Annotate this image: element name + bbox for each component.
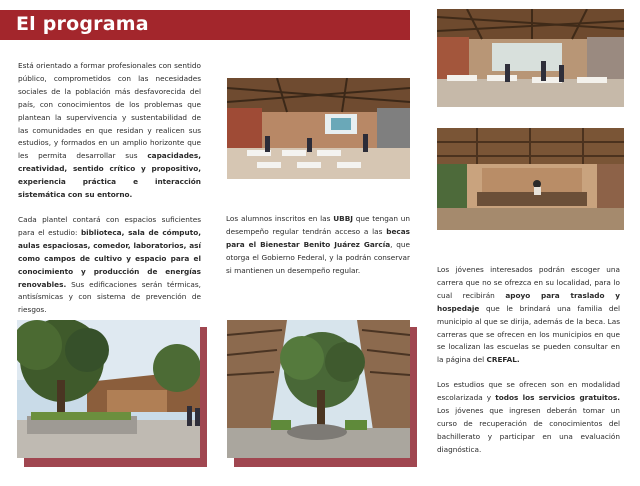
- intro-bold-text: capacidades, creatividad, sentido crítico y propositivo, experiencia práctica e interacción sistemática con su entorno.: [18, 151, 201, 200]
- intro-column: [18, 60, 201, 329]
- lecture-hall-render-photo: [227, 78, 410, 179]
- careers-column: [437, 264, 620, 469]
- careers-text-mid: que le brindará una familia del municipio al que se dirija, además de la beca. Las carreras que se ofrecen en los municipios en que se localizan las escuelas se pueden consultar en la página del: [437, 303, 620, 365]
- classroom-render-photo: [437, 9, 624, 107]
- modality-text-end: Los jóvenes que ingresen deberán tomar un curso de recuperación de conocimientos del bachillerato y participar en una evaluación diagnóstica.: [437, 406, 620, 454]
- modality-paragraph: [437, 379, 620, 456]
- free-services-bold: todos los servicios gratuitos.: [495, 393, 620, 403]
- crefal-bold: CREFAL.: [486, 355, 520, 365]
- facilities-paragraph: [18, 214, 201, 317]
- facilities-text-end: Sus edificaciones serán térmicas, antisísmicas y con sistema de prevención de riesgos.: [18, 279, 201, 315]
- title-bar: [0, 10, 410, 40]
- careers-text: Los jóvenes interesados podrán escoger una carrera que no se ofrezca en su localidad, para lo cual recibirán: [437, 265, 620, 300]
- scholarship-paragraph: [226, 213, 410, 278]
- intro-paragraph: [18, 60, 201, 202]
- ubbj-bold: UBBJ: [333, 214, 353, 223]
- careers-paragraph: [437, 264, 620, 367]
- library-render-photo: [437, 128, 624, 230]
- scholarship-text-end: , que otorga el Gobierno Federal, y la podrán conservar si mantienen un desempeño regular.: [226, 239, 410, 275]
- modality-text: Los estudios que se ofrecen son en modalidad escolarizada y: [437, 380, 620, 403]
- courtyard-render-photo: [17, 320, 200, 458]
- scholarship-text: Los alumnos inscritos en las: [226, 214, 334, 223]
- patio-render-photo: [227, 320, 410, 458]
- travel-support-bold: apoyo para traslado y hospedaje: [437, 290, 620, 313]
- facilities-bold-text: biblioteca, sala de cómputo, aulas espaciosas, comedor, laboratorios, así como campos de cultivo y espacio para el conocimiento y producción de energías renovables.: [18, 227, 201, 289]
- intro-text: Está orientado a formar profesionales con sentido público, comprometidos con las necesidades sociales de la población más desfavorecida del país, con conocimientos de los problemas que plantean la supervivencia y sustentabilidad de las comunidades en que residan y realicen sus estudios, y formados en un amplio horizonte que les permita desarrollar sus: [18, 61, 201, 161]
- page-title: El programa: [16, 13, 149, 35]
- becas-bold: becas para el Bienestar Benito Juárez García: [226, 226, 410, 249]
- scholarship-column: [226, 213, 410, 290]
- scholarship-text-mid: que tengan un desempeño regular tendrán acceso a las: [226, 214, 410, 236]
- facilities-text: Cada plantel contará con espacios suficientes para el estudio:: [18, 214, 201, 237]
